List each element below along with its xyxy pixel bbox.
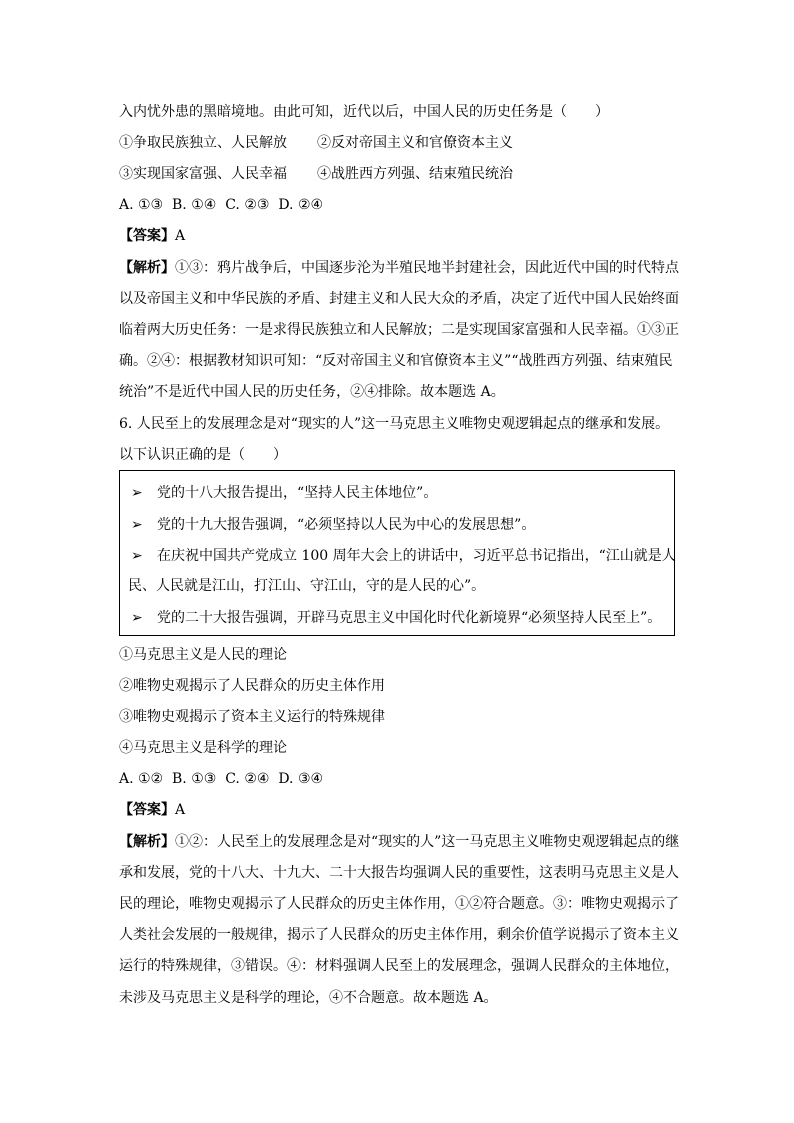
q5-analysis-line-2: 以及帝国主义和中华民族的矛盾、封建主义和人民大众的矛盾，决定了近代中国人民始终面 (119, 291, 679, 307)
q6-analysis-line-6: 未涉及马克思主义是科学的理论，④不合题意。故本题选 A。 (119, 990, 498, 1006)
q5-analysis-label: 【解析】 (119, 260, 175, 276)
q6-analysis-line-1: 【解析】①②：人民至上的发展理念是对“现实的人”这一马克思主义唯物史观逻辑起点的继 (119, 834, 680, 850)
q5-analysis-line-4: 确。②④：根据教材知识可知：“反对帝国主义和官僚资本主义”“战胜西方列强、结束殖民 (119, 353, 673, 369)
q6-stem-line-1: 6. 人民至上的发展理念是对“现实的人”这一马克思主义唯物史观逻辑起点的继承和发展。 (119, 416, 670, 432)
q6-box-item-3: ➢ 在庆祝中国共产党成立 100 周年大会上的讲话中，习近平总书记指出，“江山就是人 (131, 548, 676, 564)
q5-answer-label: 【答案】 (119, 228, 175, 244)
q6-analysis-line-4: 人类社会发展的一般规律，揭示了人民群众的历史主体作用，剩余价值学说揭示了资本主义 (119, 927, 679, 943)
q5-analysis-line-1: 【解析】①③：鸦片战争后，中国逐步沦为半殖民地半封建社会，因此近代中国的时代特点 (119, 260, 679, 276)
q6-box-item-1: ➢ 党的十八大报告提出，“坚持人民主体地位”。 (131, 485, 438, 501)
q6-stem-line-2: 以下认识正确的是（ ） (119, 447, 287, 463)
q6-answer-label: 【答案】 (119, 802, 175, 818)
q6-answer-value: A (175, 802, 186, 818)
q6-analysis-label: 【解析】 (119, 834, 175, 850)
q5-option-3: ③实现国家富强、人民幸福 (119, 166, 287, 182)
q6-analysis-line-5: 运行的特殊规律，③错误。④：材料强调人民至上的发展理念，强调人民群众的主体地位， (119, 958, 679, 974)
q6-option-4: ④马克思主义是科学的理论 (119, 740, 287, 756)
q6-option-1: ①马克思主义是人民的理论 (119, 647, 287, 663)
q6-box-item-4: ➢ 党的二十大报告强调，开辟马克思主义中国化时代化新境界“必须坚持人民至上”。 (131, 610, 662, 626)
bullet-arrow-icon: ➢ (131, 485, 143, 501)
q6-box-item-3-cont: 民、人民就是江山，打江山、守江山，守的是人民的心”。 (128, 578, 486, 594)
q5-stem-tail: 入内忧外患的黑暗境地。由此可知，近代以后，中国人民的历史任务是（ ） (119, 104, 609, 120)
bullet-arrow-icon: ➢ (131, 610, 143, 626)
q6-analysis-line-2: 承和发展，党的十八大、十九大、二十大报告均强调人民的重要性，这表明马克思主义是人 (119, 865, 679, 881)
q5-option-1: ①争取民族独立、人民解放 (119, 135, 287, 151)
q5-option-2: ②反对帝国主义和官僚资本主义 (317, 135, 513, 151)
q6-analysis-line-3: 民的理论，唯物史观揭示了人民群众的历史主体作用，①②符合题意。③：唯物史观揭示了 (119, 896, 679, 912)
q6-option-2: ②唯物史观揭示了人民群众的历史主体作用 (119, 678, 385, 694)
q5-analysis-line-5: 统治”不是近代中国人民的历史任务，②④排除。故本题选 A。 (119, 384, 505, 400)
q5-analysis-line-3: 临着两大历史任务：一是求得民族独立和人民解放；二是实现国家富强和人民幸福。①③正 (119, 322, 679, 338)
q5-options-row-1 (119, 133, 513, 153)
q5-option-4: ④战胜西方列强、结束殖民统治 (317, 166, 513, 182)
q5-answer (119, 226, 185, 246)
q6-option-3: ③唯物史观揭示了资本主义运行的特殊规律 (119, 709, 385, 725)
q5-options-row-2 (119, 164, 513, 184)
q5-answer-value: A (175, 228, 186, 244)
q6-material-box (119, 470, 675, 636)
bullet-arrow-icon: ➢ (131, 548, 143, 564)
q6-choices: A. ①② B. ①③ C. ②④ D. ③④ (119, 771, 324, 787)
q5-choices: A. ①③ B. ①④ C. ②③ D. ②④ (119, 197, 324, 213)
bullet-arrow-icon: ➢ (131, 517, 143, 533)
q6-box-item-2: ➢ 党的十九大报告强调，“必须坚持以人民为中心的发展思想”。 (131, 517, 536, 533)
q6-answer (119, 800, 185, 820)
